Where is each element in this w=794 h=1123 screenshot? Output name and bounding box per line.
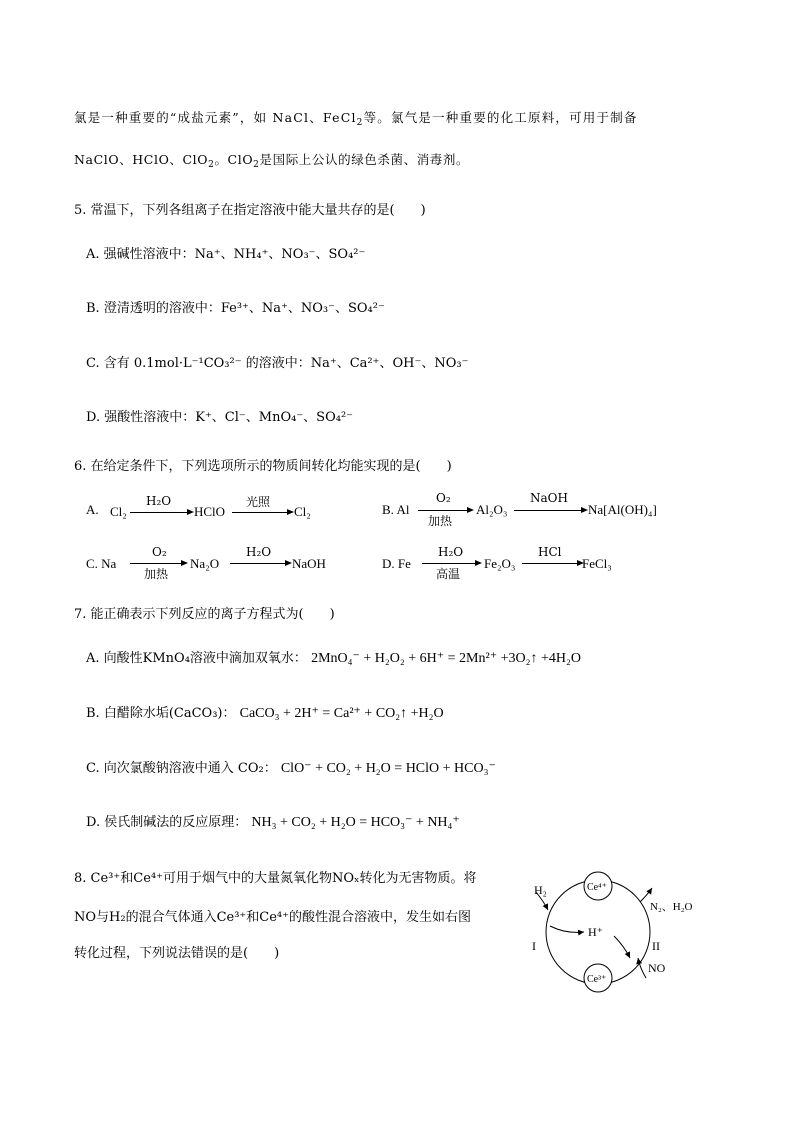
intro-line-1-b: 等。氯气是一种重要的化工原料，可用于制备	[363, 110, 638, 125]
q6-d-c2: HCl	[538, 545, 562, 559]
intro-line-1	[74, 108, 638, 128]
q7-stem: 7. 能正确表示下列反应的离子方程式为( )	[74, 607, 335, 622]
no-label: NO	[648, 961, 666, 975]
q6-c-arrow1	[130, 563, 182, 564]
q6-d-c1-bot: 高温	[436, 567, 461, 581]
q7-b-text: B. 白醋除水垢(CaCO₃)：	[86, 706, 236, 721]
q7-c-text: C. 向次氯酸钠溶液中通入 CO₂：	[86, 761, 277, 776]
label-I: I	[532, 939, 536, 953]
q7-option-a	[86, 647, 581, 667]
q5-option-d: D. 强酸性溶液中：K⁺、Cl⁻、MnO₄⁻、SO₄²⁻	[86, 410, 354, 425]
q5-stem: 5. 常温下，下列各组离子在指定溶液中能大量共存的是( )	[74, 203, 426, 218]
q5-option-c: C. 含有 0.1mol·L⁻¹CO₃²⁻ 的溶液中：Na⁺、Ca²⁺、OH⁻、NO₃⁻	[86, 356, 469, 371]
q6-a-arrow2	[232, 512, 288, 513]
intro-line-2-a: NaClO、HClO、ClO	[74, 152, 209, 167]
q6-b-arrowhead1	[467, 507, 474, 513]
products-label: N₂、H₂O	[650, 901, 693, 913]
q6-d-arrow1	[422, 563, 476, 564]
q6-a-s2: HClO	[194, 504, 226, 519]
q8-line-2: NO与H₂的混合气体通入Ce³⁺和Ce⁴⁺的酸性混合溶液中，发生如右图	[74, 910, 472, 925]
q6-b-arrow2	[514, 510, 582, 511]
q6-b-c2: NaOH	[530, 491, 568, 505]
q6-b-arrowhead2	[581, 507, 588, 513]
q6-stem: 6. 在给定条件下，下列选项所示的物质间转化均能实现的是( )	[74, 459, 452, 474]
q6-b-s3: Na[Al(OH)₄]	[588, 502, 657, 517]
q7-option-b	[86, 702, 444, 722]
q8-line-1: 8. Ce³⁺和Ce⁴⁺可用于烟气中的大量氮氧化物NOₓ转化为无害物质。将	[74, 871, 477, 886]
q6-a-c1: H₂O	[146, 494, 172, 508]
q6-a-label: A.	[86, 502, 99, 517]
h2-label: H₂	[534, 883, 547, 897]
q6-c-s3: NaOH	[292, 556, 326, 571]
q7-d-text: D. 侯氏制碱法的反应原理：	[86, 815, 248, 830]
q7-option-c	[86, 757, 496, 777]
q7-b-equation: CaCO₃ + 2H⁺ = Ca²⁺ + CO₂↑ +H₂O	[239, 706, 444, 721]
q6-c-s2: Na₂O	[190, 556, 220, 571]
ce3-label: Ce³⁺	[587, 974, 607, 985]
q6-a-s1: Cl₂	[110, 504, 127, 519]
h-plus-in-arrow	[550, 926, 584, 932]
q6-c-arrow2	[230, 563, 286, 564]
q6-d-s2: Fe₂O₃	[484, 556, 516, 571]
q6-c-arrowhead1	[181, 560, 188, 566]
q6-a-arrow1	[130, 512, 188, 513]
q8-cycle-diagram	[520, 862, 720, 1002]
intro-line-1-a: 氯是一种重要的“成盐元素”，如 NaCl、FeCl	[74, 110, 357, 125]
intro-line-2-b: 。ClO	[214, 152, 254, 167]
q7-a-text: A. 向酸性KMnO₄溶液中滴加双氧水：	[86, 651, 307, 666]
no-arrow	[638, 958, 646, 978]
intro-line-2-sub2: 2	[253, 160, 260, 170]
q6-b-c1-top: O₂	[436, 491, 451, 505]
q6-d-arrow2	[522, 563, 578, 564]
q6-c-label: C. Na	[86, 556, 117, 571]
intro-line-1-sub: 2	[356, 118, 364, 128]
h-plus-out-arrow	[614, 936, 630, 958]
q6-c-c1-top: O₂	[152, 545, 167, 559]
q6-d-s3: FeCl₃	[582, 556, 612, 571]
q6-b-s2: Al₂O₃	[476, 502, 508, 517]
q6-a-arrowhead2	[287, 509, 294, 515]
q7-option-d	[86, 811, 460, 831]
q6-a-arrowhead1	[187, 509, 194, 515]
q6-a-s3: Cl₂	[294, 504, 311, 519]
q6-d-label: D. Fe	[382, 556, 411, 571]
q6-b-label: B. Al	[382, 502, 410, 517]
q7-c-equation: ClO⁻ + CO₂ + H₂O = HClO + HCO₃⁻	[280, 761, 496, 776]
q6-c-arrowhead2	[285, 560, 292, 566]
q6-c-c1-bot: 加热	[144, 567, 169, 581]
products-arrow	[640, 888, 652, 902]
q7-d-equation: NH₃ + CO₂ + H₂O = HCO₃⁻ + NH₄⁺	[251, 815, 460, 830]
q6-b-c1-bot: 加热	[428, 514, 453, 528]
intro-line-2	[74, 150, 469, 170]
h-plus-label: H⁺	[588, 925, 603, 939]
q7-a-equation: 2MnO₄⁻ + H₂O₂ + 6H⁺ = 2Mn²⁺ +3O₂↑ +4H₂O	[311, 651, 581, 666]
intro-line-2-c: 是国际上公认的绿色杀菌、消毒剂。	[259, 152, 470, 167]
q5-option-b: B. 澄清透明的溶液中：Fe³⁺、Na⁺、NO₃⁻、SO₄²⁻	[86, 301, 385, 316]
ce4-label: Ce⁴⁺	[587, 882, 607, 893]
q6-c-c2: H₂O	[246, 545, 272, 559]
q6-b-arrow1	[418, 510, 468, 511]
q5-option-a: A. 强碱性溶液中：Na⁺、NH₄⁺、NO₃⁻、SO₄²⁻	[86, 247, 366, 262]
q6-d-arrowhead1	[475, 560, 482, 566]
intro-line-2-sub1: 2	[208, 160, 215, 170]
q6-d-c1-top: H₂O	[438, 545, 464, 559]
q8-line-3: 转化过程，下列说法错误的是( )	[74, 946, 280, 961]
q6-a-c2: 光照	[246, 495, 271, 509]
label-II: II	[652, 939, 660, 953]
